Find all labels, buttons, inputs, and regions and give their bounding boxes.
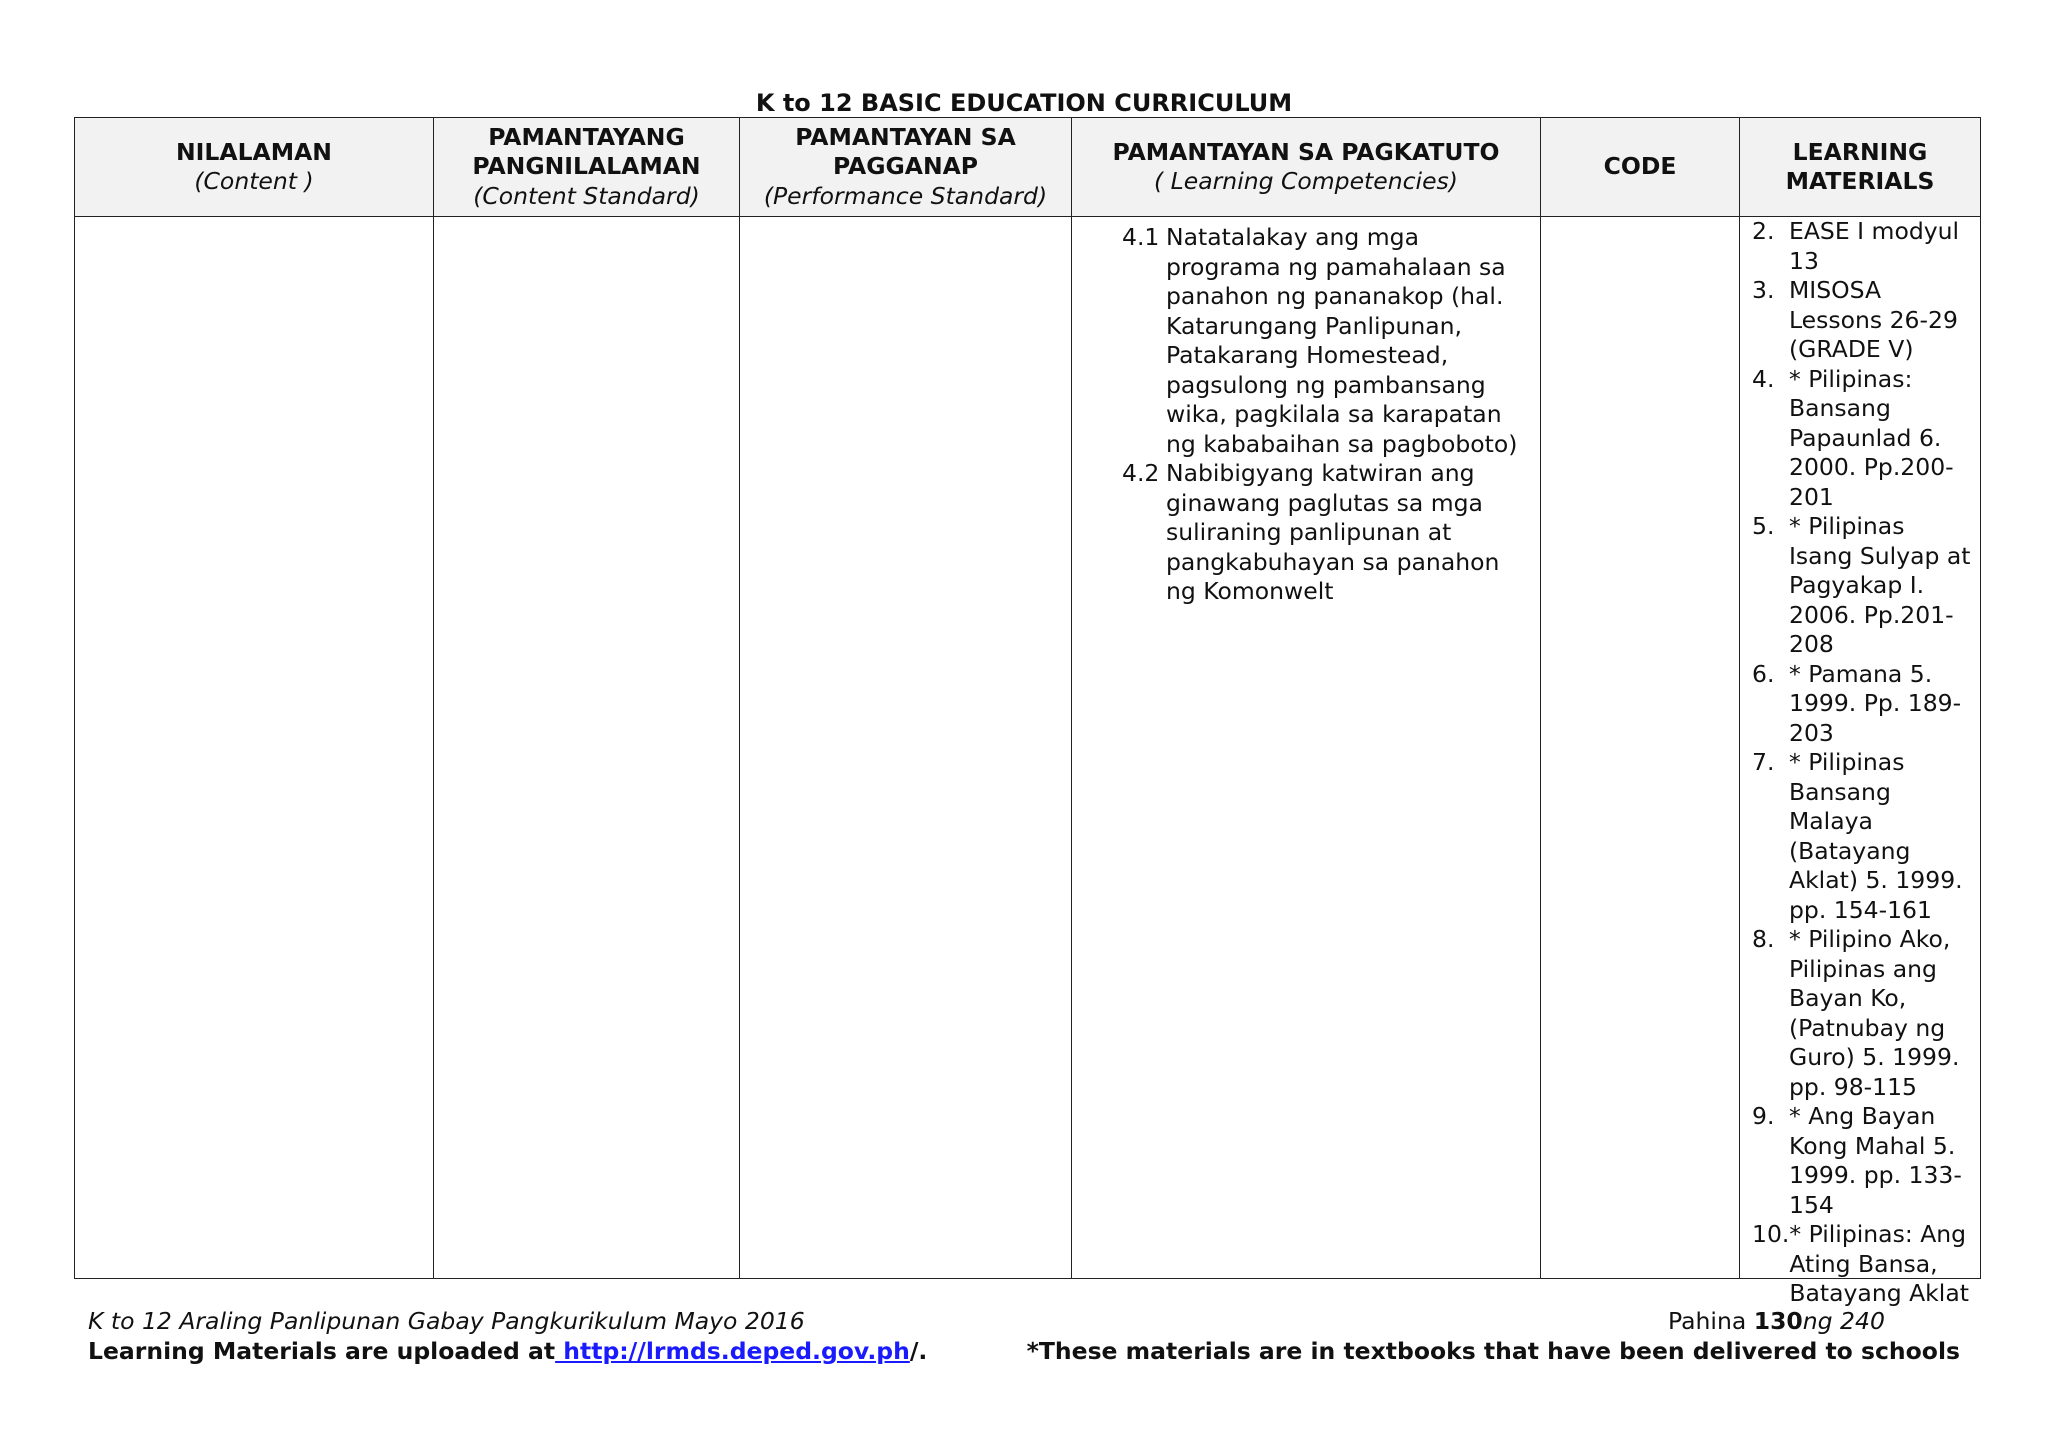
header-content-standard-sub: (Content Standard) [473,181,700,210]
footer-uploaded-suffix: /. [909,1337,928,1365]
header-content-main: NILALAMAN [176,137,332,166]
list-item [1752,365,1972,513]
material-number: 10. [1752,1220,1790,1248]
cell-code [1541,217,1740,1279]
cell-content [75,217,434,1279]
header-learning-materials-main: LEARNING MATERIALS [1785,137,1935,195]
material-text: * Ang Bayan Kong Mahal 5. 1999. pp. 133-154 [1789,1102,1962,1219]
header-learning-materials [1740,118,1981,217]
material-text: * Pilipinas: Ang Ating Bansa, Batayang Aklat [1789,1220,1969,1307]
header-content-standard [434,118,740,217]
cell-learning-materials [1740,217,1981,1307]
competency-list [1072,217,1540,607]
header-learning-competencies [1072,118,1541,217]
material-number: 3. [1752,276,1775,304]
list-item [1122,223,1518,459]
material-number: 5. [1752,512,1775,540]
material-text: * Pilipinas: Bansang Papaunlad 6. 2000. Pp.200-201 [1789,364,1954,511]
page-indicator [1668,1306,1885,1336]
table-header-row [75,118,1981,217]
list-item [1752,217,1972,276]
header-content [75,118,434,217]
material-text: EASE I modyul 13 [1789,217,1960,275]
list-item [1122,459,1518,607]
list-item [1752,512,1972,660]
cell-performance-standard [740,217,1072,1279]
material-number: 2. [1752,217,1775,245]
curriculum-table [74,117,1981,1307]
competency-text: Natatalakay ang mga programa ng pamahalaan sa panahon ng pananakop (hal. Katarungang Panlipunan, Patakarang Homestead, pagsulong ng pambansang wika, pagkilala sa karapatan ng kababaihan sa pagboboto) [1166,223,1518,458]
list-item [1752,1102,1972,1220]
page-total: ng 240 [1802,1307,1885,1335]
material-number: 8. [1752,925,1775,953]
list-item [1752,276,1972,365]
footer-guide-title: K to 12 Araling Panlipunan Gabay Pangkurikulum Mayo 2016 [88,1307,805,1335]
material-text: * Pilipino Ako, Pilipinas ang Bayan Ko, (Patnubay ng Guro) 5. 1999. pp. 98-115 [1789,925,1960,1101]
list-item [1752,660,1972,749]
footer-note: *These materials are in textbooks that have been delivered to schools [1026,1337,1960,1365]
material-text: * Pilipinas Bansang Malaya (Batayang Aklat) 5. 1999. pp. 154-161 [1789,748,1963,924]
material-number: 6. [1752,659,1775,688]
header-performance-standard-main: PAMANTAYAN SA PAGGANAP [795,122,1016,181]
header-content-standard-main: PAMANTAYANG PANGNILALAMAN [472,122,701,181]
header-performance-standard [740,118,1072,217]
header-learning-competencies-sub: ( Learning Competencies) [1154,167,1458,195]
cell-learning-competencies [1072,217,1541,1279]
material-number: 7. [1752,748,1775,776]
header-content-sub: (Content ) [194,167,314,195]
footer-uploaded-prefix: Learning Materials are uploaded at [88,1337,556,1365]
header-performance-standard-sub: (Performance Standard) [763,181,1048,210]
list-item [1752,925,1972,1102]
material-text: * Pamana 5. 1999. Pp. 189-203 [1789,659,1962,747]
competency-text: Nabibigyang katwiran ang ginawang paglutas sa mga suliraning panlipunan at pangkabuhayan sa panahon ng Komonwelt [1166,459,1500,605]
page-label: Pahina [1668,1307,1754,1335]
material-number: 9. [1752,1102,1775,1130]
document-title: K to 12 BASIC EDUCATION CURRICULUM [755,89,1293,117]
header-learning-competencies-main: PAMANTAYAN SA PAGKATUTO [1112,137,1500,166]
page-number: 130 [1753,1307,1803,1335]
header-code [1541,118,1740,217]
list-item [1752,1220,1972,1309]
material-number: 4. [1752,364,1775,393]
lrmds-link[interactable]: http://lrmds.deped.gov.ph [555,1337,910,1365]
materials-list [1740,217,1980,1309]
cell-content-standard [434,217,740,1279]
header-code-main: CODE [1603,152,1677,181]
material-text: MISOSA Lessons 26-29 (GRADE V) [1789,276,1958,363]
footer-uploaded-line [88,1336,927,1366]
competency-number: 4.2 [1122,459,1160,487]
list-item [1752,748,1972,925]
material-text: * Pilipinas Isang Sulyap at Pagyakap I. 2006. Pp.201-208 [1789,512,1971,658]
competency-number: 4.1 [1122,223,1160,251]
table-row [75,217,1981,1279]
